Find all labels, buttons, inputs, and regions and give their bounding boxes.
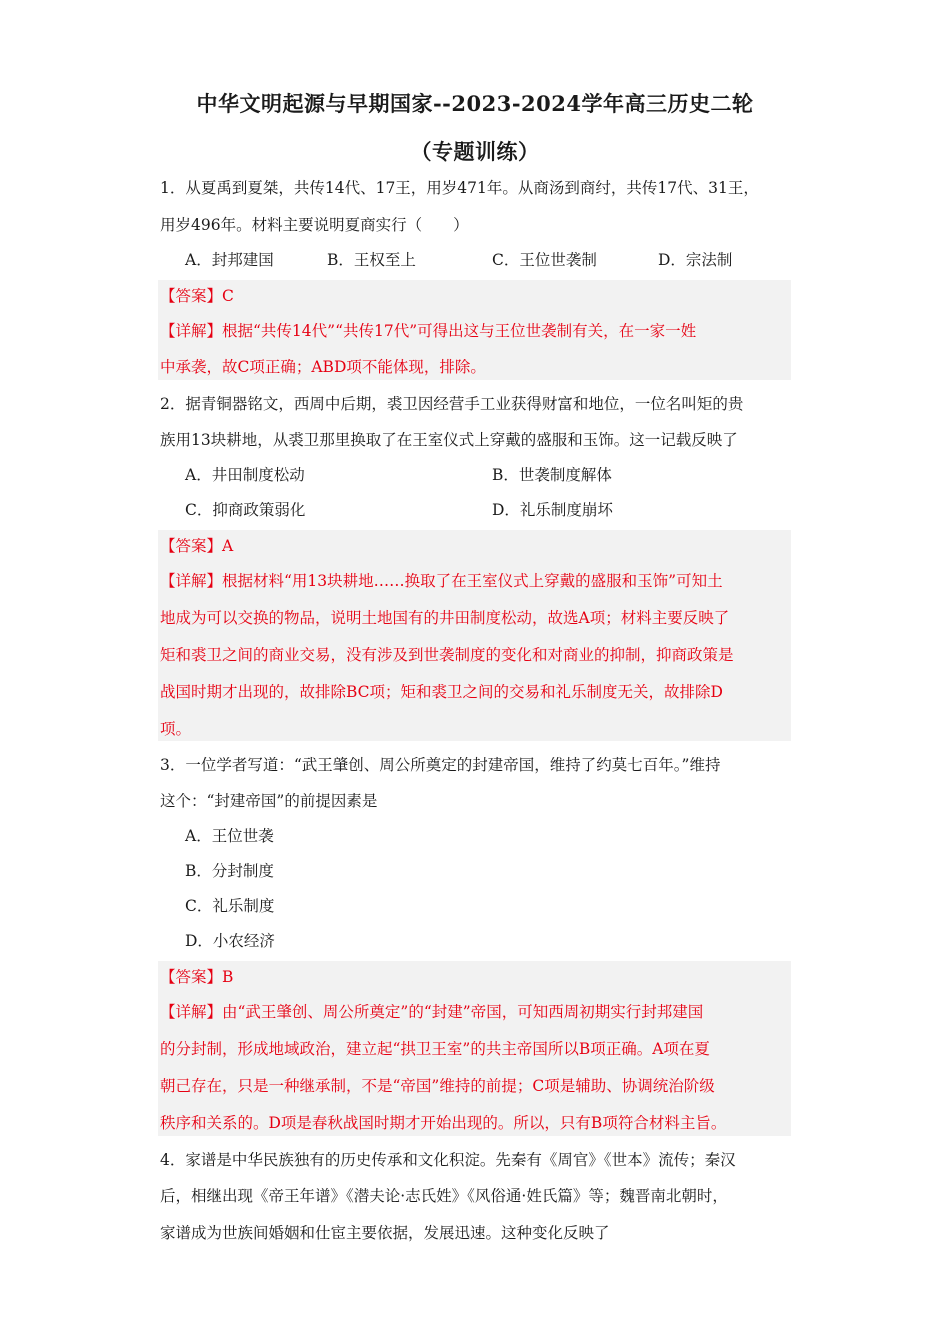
question-2-option-a: A．井田制度松动: [185, 466, 305, 484]
question-2-stem-line: 族用13块耕地，从裘卫那里换取了在王室仪式上穿戴的盛服和玉饰。这一记载反映了: [160, 431, 738, 449]
question-3-detail-line: 【详解】由“武王肇创、周公所奠定”的“封建”帝国，可知西周初期实行封邦建国: [160, 1003, 704, 1021]
question-1-stem-line: 1．从夏禹到夏桀，共传14代、17王，用岁471年。从商汤到商纣，共传17代、31王，: [160, 179, 759, 197]
question-1-option-a: A．封邦建国: [185, 251, 274, 269]
question-3-detail-line: 的分封制，形成地域政治，建立起“拱卫王室”的共主帝国所以B项正确。A项在夏: [160, 1040, 710, 1058]
question-2-detail-line: 项。: [160, 720, 192, 738]
question-3-option-d: D．小农经济: [185, 932, 275, 950]
question-2-option-b: B．世袭制度解体: [492, 466, 612, 484]
document-subtitle: （专题训练）: [410, 139, 540, 164]
question-2-detail-line: 【详解】根据材料“用13块耕地……换取了在王室仪式上穿戴的盛服和玉饰”可知土: [160, 572, 723, 590]
question-3-detail-line: 秩序和关系的。D项是春秋战国时期才开始出现的。所以，只有B项符合材料主旨。: [160, 1114, 727, 1132]
question-2-option-d: D．礼乐制度崩坏: [492, 501, 613, 519]
question-3-detail-line: 朝己存在，只是一种继承制，不是“帝国”维持的前提；C项是辅助、协调统治阶级: [160, 1077, 715, 1095]
question-2-answer: 【答案】A: [160, 537, 234, 555]
question-3-answer: 【答案】B: [160, 968, 234, 986]
question-2-detail-line: 地成为可以交换的物品，说明土地国有的井田制度松动，故选A项；材料主要反映了: [160, 609, 730, 627]
question-2-option-c: C．抑商政策弱化: [185, 501, 306, 519]
question-3-stem-line: 3．一位学者写道：“武王肇创、周公所奠定的封建帝国，维持了约莫七百年。”维持: [160, 756, 721, 774]
question-4-stem-line: 家谱成为世族间婚姻和仕宦主要依据，发展迅速。这种变化反映了: [160, 1224, 610, 1242]
question-1-option-c: C．王位世袭制: [492, 251, 597, 269]
question-4-stem-line: 4．家谱是中华民族独有的历史传承和文化积淀。先秦有《周官》《世本》流传；秦汉: [160, 1151, 736, 1169]
question-3-option-c: C．礼乐制度: [185, 897, 275, 915]
question-2-stem-line: 2．据青铜器铭文，西周中后期，裘卫因经营手工业获得财富和地位，一位名叫矩的贵: [160, 395, 744, 413]
question-1-answer: 【答案】C: [160, 287, 234, 305]
question-2-detail-line: 战国时期才出现的，故排除BC项；矩和裘卫之间的交易和礼乐制度无关，故排除D: [160, 683, 723, 701]
question-1-detail-line: 中承袭，故C项正确；ABD项不能体现，排除。: [160, 358, 486, 376]
document-title: 中华文明起源与早期国家--2023-2024学年高三历史二轮: [196, 91, 754, 116]
question-1-option-b: B．王权至上: [327, 251, 416, 269]
question-3-option-b: B．分封制度: [185, 862, 274, 880]
question-1-stem-line: 用岁496年。材料主要说明夏商实行（ ）: [160, 216, 469, 234]
question-3-stem-line: 这个：“封建帝国”的前提因素是: [160, 792, 378, 810]
question-3-option-a: A．王位世袭: [185, 827, 274, 845]
question-1-option-d: D．宗法制: [658, 251, 733, 269]
question-2-detail-line: 矩和裘卫之间的商业交易，没有涉及到世袭制度的变化和对商业的抑制，抑商政策是: [160, 646, 734, 664]
question-1-detail-line: 【详解】根据“共传14代”“共传17代”可得出这与王位世袭制有关，在一家一姓: [160, 322, 697, 340]
question-4-stem-line: 后，相继出现《帝王年谱》《潜夫论·志氏姓》《风俗通·姓氏篇》等；魏晋南北朝时，: [160, 1187, 728, 1205]
question-2-answer-box: [158, 530, 791, 741]
